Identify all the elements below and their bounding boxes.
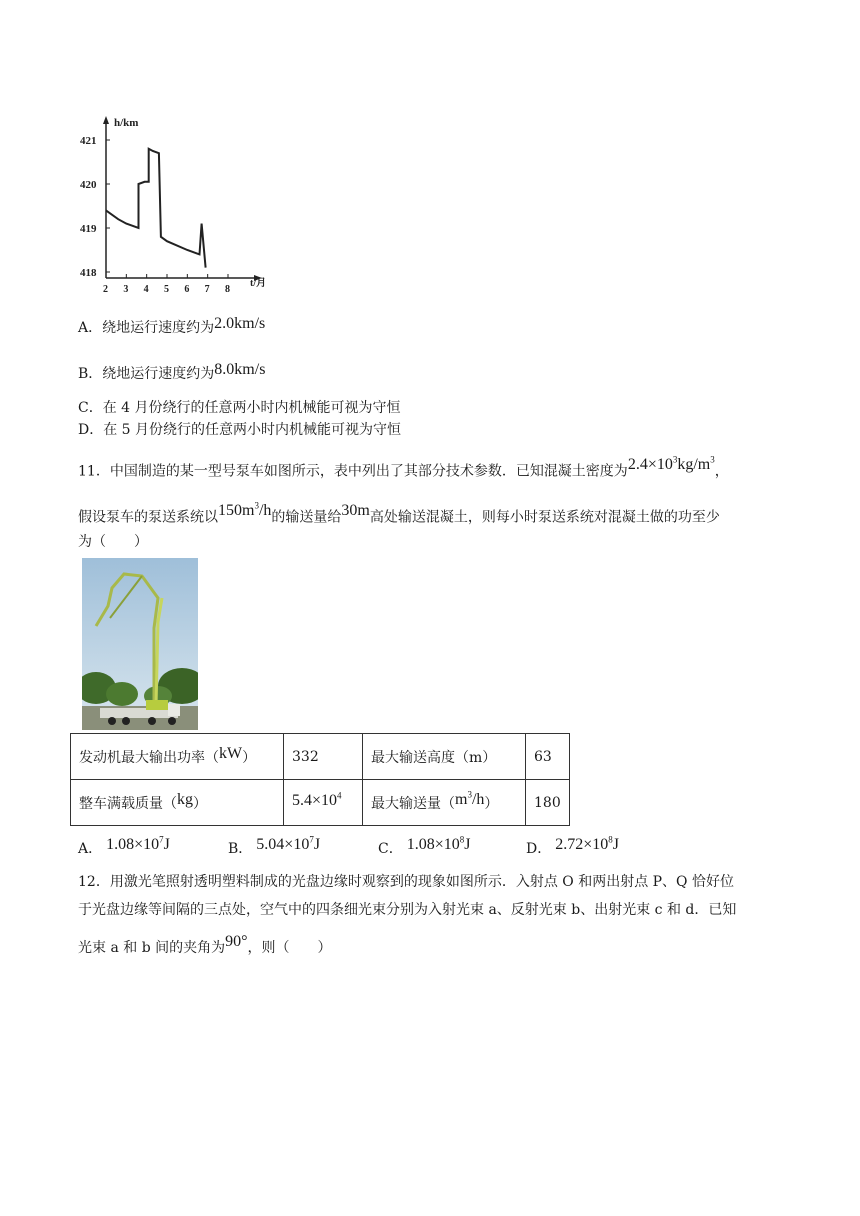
spec-max-output-value: 180 bbox=[526, 780, 570, 826]
spec-engine-power-value: 332 bbox=[284, 734, 363, 780]
y-axis-arrow bbox=[103, 116, 109, 124]
q11-line-2 bbox=[78, 502, 720, 527]
x-tick-label: 8 bbox=[225, 284, 230, 295]
series-line bbox=[106, 149, 206, 268]
q11-text-b: 的输送量给 bbox=[271, 509, 342, 526]
x-tick-label: 4 bbox=[143, 284, 149, 295]
q12-text-b: ，则（ ） bbox=[247, 940, 332, 956]
q11-intro-text: 11．中国制造的某一型号泵车如图所示，表中列出了其部分技术参数．已知混凝土密度为 bbox=[78, 463, 628, 480]
x-tick-label: 3 bbox=[123, 284, 129, 295]
spec-max-output-label: 最大输送量$(m^3/h)$ bbox=[363, 780, 526, 826]
y-tick-label: 420 bbox=[80, 179, 97, 191]
pump-truck-photo bbox=[82, 558, 198, 730]
spec-engine-power-label: 发动机最大输出功率（kW） bbox=[71, 734, 284, 780]
spec-max-height-label: 最大输送高度（m） bbox=[363, 734, 526, 780]
q10-option-b-label: B．绕地运行速度约为 bbox=[78, 366, 215, 382]
orbit-height-chart bbox=[78, 110, 268, 300]
q10-option-b bbox=[78, 361, 266, 384]
q11-line-1 bbox=[78, 456, 729, 481]
x-tick-label: 6 bbox=[184, 284, 190, 295]
y-tick-label: 419 bbox=[80, 223, 97, 235]
q11-option-c: C． $1.08\times 10^8J$ bbox=[378, 834, 471, 857]
q12-angle: 90° bbox=[225, 933, 248, 950]
q11-option-b: B． $5.04\times 10^7J$ bbox=[228, 834, 321, 857]
y-axis-label: h/km bbox=[114, 117, 139, 129]
q12-line-2: 于光盘边缘等间隔的三点处，空气中的四条细光束分别为入射光束 a、反射光束 b、出射光束 c 和 d．已知 bbox=[78, 902, 737, 918]
table-row bbox=[71, 780, 570, 826]
q11-text-a: 假设泵车的泵送系统以 bbox=[78, 509, 218, 526]
q11-option-d: D． $2.72\times 10^8J$ bbox=[526, 834, 619, 857]
x-axis-label: t/月 bbox=[250, 278, 267, 289]
table-row bbox=[71, 734, 570, 780]
x-tick-label: 7 bbox=[204, 284, 210, 295]
q10-option-c: C．在 4 月份绕行的任意两小时内机械能可视为守恒 bbox=[78, 400, 401, 416]
y-tick-label: 421 bbox=[80, 135, 97, 147]
q10-option-d: D．在 5 月份绕行的任意两小时内机械能可视为守恒 bbox=[78, 422, 402, 438]
q10-option-a-label: A．绕地运行速度约为 bbox=[78, 320, 215, 336]
q11-comma: ， bbox=[714, 463, 729, 480]
q11-height: 30m bbox=[341, 502, 370, 520]
q11-option-a: A． $1.08\times 10^7J$ bbox=[78, 834, 170, 857]
y-tick-label: 418 bbox=[80, 267, 97, 279]
q10-option-a-value: 2.0km/s bbox=[214, 315, 266, 332]
q11-density: $2.4\times 10^3kg/m^3$ bbox=[627, 455, 715, 474]
spec-table bbox=[70, 733, 570, 826]
q11-flow: $150m^3/h$ bbox=[218, 501, 272, 520]
q10-option-b-value: 8.0km/s bbox=[214, 361, 266, 378]
q10-option-a bbox=[78, 315, 266, 338]
q11-line-3: 为（ ） bbox=[78, 534, 148, 550]
spec-mass-value: $5.4\times 10^4$ bbox=[284, 780, 363, 826]
spec-max-height-value: 63 bbox=[526, 734, 570, 780]
q12-line-1: 12．用激光笔照射透明塑料制成的光盘边缘时观察到的现象如图所示．入射点 O 和两出射点 P、Q 恰好位 bbox=[78, 874, 734, 890]
q11-text-c: 高处输送混凝土，则每小时泵送系统对混凝土做的功至少 bbox=[369, 509, 720, 526]
x-tick-label: 5 bbox=[164, 284, 169, 295]
q12-text-a: 光束 a 和 b 间的夹角为 bbox=[78, 940, 226, 956]
x-tick-label: 2 bbox=[103, 284, 108, 295]
spec-mass-label: 整车满载质量（kg） bbox=[71, 780, 284, 826]
q12-line-3 bbox=[78, 933, 332, 958]
